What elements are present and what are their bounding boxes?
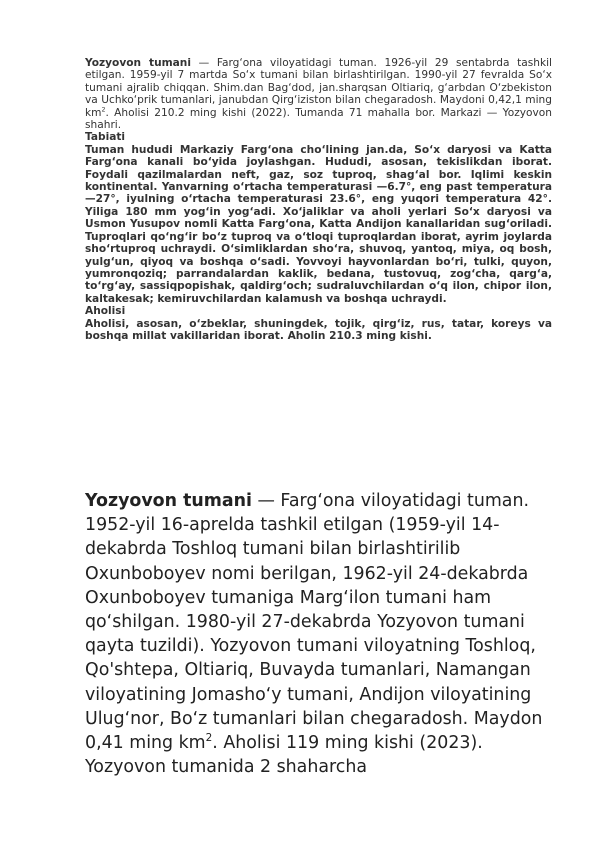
second-title: Yozyovon tumani [85,491,252,511]
intro-superscript: 2 [101,106,106,114]
second-paragraph [85,489,555,779]
second-superscript: 2 [205,732,213,745]
intro-title: Yozyovon tumani [85,57,191,69]
intro-tail: . Aholisi 210.2 ming kishi (2022). Tumanda 71 mahalla bor. Markazi — Yozyovon shahri. [85,106,552,132]
article-section-2 [85,489,555,779]
population-paragraph: Aholisi, asosan, o‘zbeklar, shuningdek, tojik, qirg‘iz, rus, tatar, koreys va boshqa millat vakillaridan iborat. Aholin 210.3 ming kishi. [85,317,552,342]
nature-heading: Tabiati [85,131,126,144]
second-text: — Farg‘ona viloyatidagi tuman. 1952-yil 16-aprelda tashkil etilgan (1959-yil 14-dekabrda Toshloq tumani bilan birlashtirilib Oxunboboyev nomi berilgan, 1962-yil 24-dekabrda Oxunboboyev tumaniga Marg‘ilon tumani ham qo‘shilgan. 1980-yil 27-dekabrda Yozyovon tumani qayta tuzildi). Yozyovon tumani viloyatning Toshloq, Qo'shtepa, Oltiariq, Buvayda tumanlari, Namangan viloyatining Jomasho‘y tumani, Andijon viloyatining Ulug‘nor, Bo‘z tumanlari bilan chegaradosh. Maydon 0,41 ming km [85,491,543,754]
intro-text: — Farg‘ona viloyatidagi tuman. 1926-yil 29 sentabrda tashkil etilgan. 1959-yil 7 martda So‘x tumani bilan birlashtirilgan. 1990-yil 27 fevralda So‘x tumani ajralib chiqqan. Shim.dan Bag‘dod, jan.sharqsan Oltiariq, g‘arbdan O‘zbekiston va Uchko‘prik tumanlari, janubdan Qirg‘iziston bilan chegaradosh. Maydoni 0,42,1 ming km [85,57,552,119]
second-tail: . Aholisi 119 ming kishi (2023). Yozyovon tumanida 2 shaharcha [85,733,483,778]
intro-paragraph [85,57,552,131]
nature-paragraph: Tuman hududi Markaziy Farg‘ona cho‘lining jan.da, So‘x daryosi va Katta Farg‘ona kanali bo‘yida joylashgan. Hududi, asosan, tekislikdan iborat. Foydali qazilmalardan neft, gaz, soz tuproq, shag‘al bor. Iqlimi keskin kontinental. Yanvarning o‘rtacha temperaturasi —6.7°, eng past temperatura —27°, iyulning o‘rtacha temperaturasi 23.6°, eng yuqori temperatura 42°. Yiliga 180 mm yog‘in yog‘adi. Xo‘jaliklar va aholi yerlari So‘x daryosi va Usmon Yusupov nomli Katta Farg‘ona, Katta Andijon kanallaridan sug‘oriladi. Tuproqlari qo‘ng‘ir bo‘z tuproq va o‘tloqi tuproqlardan iborat, ayrim joylarda sho‘rtuproq uchraydi. O‘simliklardan sho‘ra, shuvoq, yantoq, miya, oq bosh, yulg‘un, qiyoq va boshqa o‘sadi. Yovvoyi hayvonlardan bo‘ri, tulki, quyon, yumronqoziq; parrandalardan kaklik, bedana, tustovuq, zog‘cha, qarg‘a, to‘rg‘ay, sassiqpopishak, qaldirg‘och; sudraluvchilardan o‘q ilon, chipor ilon, kaltakesak; kemiruvchilardan kalamush va boshqa uchraydi. [85,143,552,305]
population-heading: Aholisi [85,305,126,318]
article-section-1 [85,57,552,342]
